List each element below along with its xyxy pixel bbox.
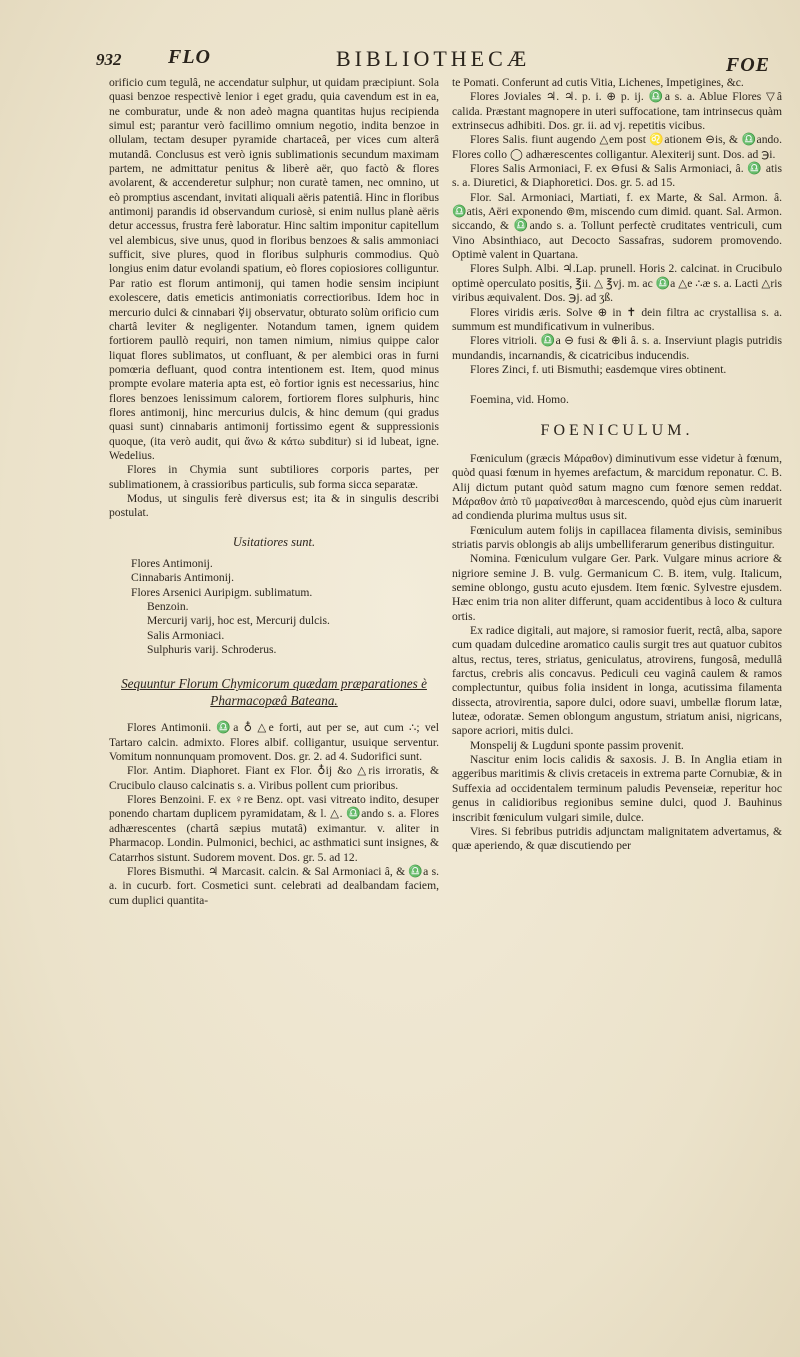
preparation-entry: Flor. Antim. Diaphoret. Fiant ex Flor. ♁ij &o △ris irroratis, & Crucibulo clauso calcinatis s. a. Viribus pollent cum prioribus.: [109, 764, 439, 792]
page-number: 932: [96, 50, 122, 69]
foeniculum-paragraph: Vires. Si febribus putridis adjunctam malignitatem advertamus, & quæ aperiendo, & quæ discutiendo per: [452, 824, 782, 853]
list-item: Salis Armoniaci.: [147, 628, 225, 642]
paragraph: Modus, ut singulis ferè diversus est; ita & in singulis describi postulat.: [109, 491, 439, 520]
flores-entry: Flores Salis. fiunt augendo △em post ♌ationem ⊖is, & ♎ando. Flores collo ◯ adhærescentes colligantur. Alexiterij sunt. Dos. ad ℈i.: [452, 133, 782, 161]
foeniculum-paragraph: Nascitur enim locis calidis & saxosis. J. B. In Anglia etiam in aggeribus maritimis & clivis cretaceis in extrema parte Cornubiæ, & in Suffexia ad occidentalem terminum paludis Pevenseiæ, reperitur hoc genus in calidioribus regionibus semine dulci, quod J. Bauhinus inscribit fœniculum vulgari simile, dulce.: [452, 753, 782, 824]
right-column: [452, 76, 782, 854]
section-title: FOENICULUM.: [540, 421, 694, 439]
preparation-entry: Flores Bismuthi. ♃ Marcasit. calcin. & Sal Armoniaci â, & ♎a s. a. in cucurb. fort. Cosmetici sunt. celebrati ad dealbandam faciem, cum duplici quantita-: [109, 864, 439, 907]
foeniculum-paragraph: Fœniculum autem folijs in capillacea filamenta divisis, seminibus striatis parvis oblongis ab alijs umbelliferarum generibus distinguitur.: [452, 523, 782, 551]
flores-entry: Flores vitrioli. ♎a ⊖ fusi & ⊕li â. s. a. Inserviunt plagis putridis mundandis, incarnandis, & cicatricibus inducendis.: [452, 334, 782, 362]
list-item: Flores Arsenici Auripigm. sublimatum.: [131, 585, 313, 599]
usitatiores-heading: Usitatiores sunt.: [232, 534, 316, 549]
list-item: Sulphuris varij. Schroderus.: [147, 643, 277, 657]
header-right-word: FOE: [725, 54, 770, 76]
cross-reference: Foemina, vid. Homo.: [470, 393, 569, 407]
continuation-text: te Pomati. Conferunt ad cutis Vitia, Lichenes, Impetigines, &c.: [452, 76, 744, 89]
flores-entry: Flor. Sal. Armoniaci, Martiati, f. ex Marte, & Sal. Armon. â. ♎atis, Aëri exponendo ⊚m, miscendo cum dimid. quant. Sal. Armon. siccando, & ♎ando s. a. Tollunt perfectè cruditates ventriculi, cum Vino Absinthiaco, aut Decocto Sassafras, sudorem promovendo. Optimè valent in Quartana.: [452, 190, 782, 262]
flores-entry: Flores Sulph. Albi. ♃.Lap. prunell. Horis 2. calcinat. in Crucibulo optimè operculato positis, ℥ii. △ ℥vj. m. ac ♎a △e ∴æ s. a. Lacti △ris viribus æquivalent. Dos. ℈j. ad ʒß.: [452, 262, 782, 305]
foeniculum-paragraph: Ex radice digitali, aut majore, si ramosior fuerit, rectâ, alba, sapore cum quadam dulcedine aromatico caulis surgit tres aut quatuor cubitos altus, rectus, teres, striatus, geniculatus, atrovirens, fungosâ, medullâ farctus, crebris alis concavus. Pediculi ceu vaginâ caulem & ramos complectuntur, quibus folia insident in longa, acutissima filamenta dissecta, atrovirentia, sapore dulci, odore suavi, umbellæ florum latæ, luteæ, odoratæ. Semen oblongum angustum, striatum anisi, nigricans, sapore acriori, mitis dulci.: [452, 624, 782, 738]
list-item: Mercurij varij, hoc est, Mercurij dulcis.: [147, 614, 330, 628]
flores-entry: Flores Joviales ♃. ♃. p. i. ⊕ p. ij. ♎a s. a. Ablue Flores ▽â calida. Præstant magnopere in uteri suffocatione, tam intrinsecus quàm extrinsecus adhibiti. Dos. gr. ii. ad vj. repetitis vicibus.: [452, 90, 782, 133]
flores-entry: Flores Salis Armoniaci, F. ex ⊖fusi & Salis Armoniaci, â. ♎ atis s. a. Diuretici, & Diaphoretici. Dos. gr. 5. ad 15.: [452, 162, 782, 190]
foeniculum-paragraph: Nomina. Fœniculum vulgare Ger. Park. Vulgare minus acriore & nigriore semine J. B. vulg. Germanicum C. B. item, vulg. Italicum, semine oblongo, gustu acuto ejusdem. Item fœnic. Sylvestre ejusdem. Hæc enim tria non aliter differunt, quam accidentibus à loco & cultura ortis.: [452, 552, 782, 623]
flores-entry: Flores Zinci, f. uti Bismuthi; easdemque vires obtinent.: [470, 362, 727, 376]
preparation-entry: Flores Benzoini. F. ex ♀re Benz. opt. vasi vitreato indito, desuper ponendo chartam duplicem pyramidatam, & l. △. ♎ando s. a. Flores adhærescentes (chartâ sæpius mutatâ) eximantur. v. aliter in Pharmacop. Londin. Pulmonici, bechici, ac asthmatici sunt insignes, & Catarrhos sistunt. Sudorem movent. Dos. gr. 5. ad 12.: [109, 793, 439, 864]
left-column: [109, 76, 439, 908]
list-item: Cinnabaris Antimonij.: [131, 571, 235, 585]
usitatiores-list: [109, 557, 439, 657]
list-item: Flores Antimonij.: [131, 557, 213, 570]
foeniculum-paragraph: Fœniculum (græcis Μάραθον) diminutivum esse videtur à fœnum, quòd quasi fœnum in hyemes arefactum, & marcidum reponatur. C. B. Alij dictum putant quòd satum magno cum fœnore semen reddat. Μάραθον ἀπὸ τῦ μαραίνεσθαι à marcescendo, quòd ejus cùm inaruerit ad condienda plurima multus usus sit.: [452, 451, 782, 523]
foeniculum-paragraph: Monspelij & Lugduni sponte passim provenit.: [470, 738, 684, 752]
header-left-word: FLO: [168, 46, 211, 68]
intro-paragraph: orificio cum tegulâ, ne accendatur sulphur, ut quidam præcipiunt. Sola quasi benzoe respectivè lenior i eget gradu, quia cavendum est in ea, ne comburatur, unde & non adeò magna quantitas hujus recipienda simul est; parantur verò facillimo omnium negotio, indita benzoe in ollulam, tectam desuper pyramide chartaceâ, per vices cum alterâ mutandâ. Conclusus est verò ignis sublimationis secundum maximam partem, ne admittatur penitus & liberè aër, quo factò & flores avolarent, & accenderetur sulphur; non curatè tamen, nec omnino, ut eò promptius ascendant, invitati aliquali aëris patentiâ. Hinc in floribus antimonij parandis id observandum curiosè, si enim nullus planè aëris detur accessus, frustra ferè laboratur. Hinc saltim imponitur capitellum vel alembicus, sive unus, quod in floribus benzoes & salis ammoniaci sufficit, sive plures, quod in floribus sulphuris commodius. Quò longius enim datur evolandi spatium, eò flores copiosiores colliguntur. Par ratio est florum antimonij, qui tamen hodie sensim incipiunt exolescere, datis emeticis antimoniatis correctioribus. Idem hoc in mercurio dulci & cinnabari ☿ij observatur, obturato solùm orificio cum chartâ leviter & negligenter. Notandum tamen, ignem quidem fortiorem paullò requiri, non tamen nimium, nimius quippe calor liquat flores sublimatos, ut confluant, & per alembici oras in furni pomœria defluant, quod contra intentionem est. Item, quod minus prompte evolare materia apta est, eò fortior ignis est necessarius, hinc flores benzoes lenissimum calorem, fortiorem flores sulphuris, hinc flores antimonij, hinc mercurius dulcis, & hinc demum (qui gradus quasi sunt) cinnabaris antimonij fortissimo egent & suppressionis quoque, (ita verò audit, qui ἄνω & κάτω subditur) si id lubeat, igne. Wedelius.: [109, 76, 439, 462]
header-title: BIBLIOTHECÆ: [336, 46, 531, 71]
sequuntur-heading: Sequuntur Florum Chymicorum quædam præparationes è Pharmacopæâ Bateana.: [121, 676, 427, 709]
flores-entry: Flores viridis æris. Solve ⊕ in ✝ dein filtra ac crystallisa s. a. summum est mundificativum in vulneribus.: [452, 305, 782, 333]
preparation-entry: Flores Antimonii. ♎a ♁ △e forti, aut per se, aut cum ∴; vel Tartaro calcin. admixto. Flores albif. colligantur, usuique serventur. Vomitum nonnunquam promovent. Dos. gr. 2. ad 4. Sudorifici sunt.: [109, 721, 439, 764]
list-item: Benzoin.: [147, 600, 189, 614]
paragraph: Flores in Chymia sunt subtiliores corporis partes, per sublimationem, à crassioribus particulis, sub forma sicca separatæ.: [109, 463, 439, 491]
